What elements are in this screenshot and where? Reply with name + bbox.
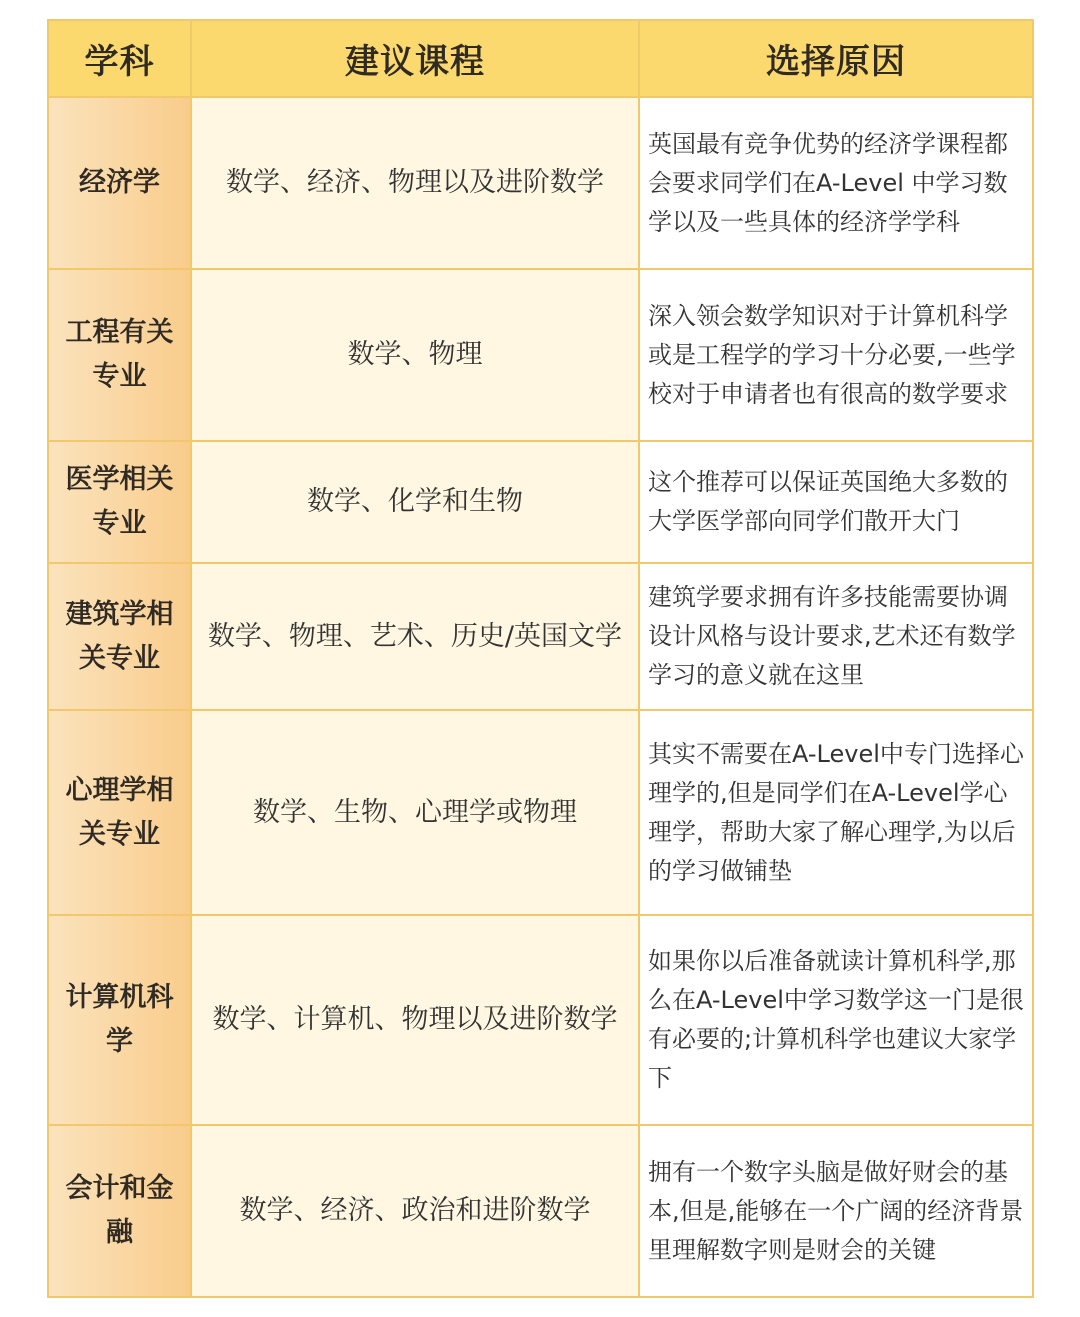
- reason-cell: 如果你以后准备就读计算机科学,那么在A-Level中学习数学这一门是很有必要的;计算机科学也建议大家学下: [639, 915, 1033, 1125]
- table-row: [48, 563, 1033, 710]
- courses-cell: 数学、经济、物理以及进阶数学: [191, 97, 639, 269]
- courses-cell: 数学、计算机、物理以及进阶数学: [191, 915, 639, 1125]
- courses-cell: 数学、物理、艺术、历史/英国文学: [191, 563, 639, 710]
- reason-cell: 英国最有竞争优势的经济学课程都会要求同学们在A-Level 中学习数学以及一些具体的经济学学科: [639, 97, 1033, 269]
- table-row: [48, 710, 1033, 915]
- table-row: [48, 915, 1033, 1125]
- reason-cell: 这个推荐可以保证英国绝大多数的大学医学部向同学们散开大门: [639, 441, 1033, 563]
- header-reason: 选择原因: [639, 20, 1033, 97]
- subject-cell: 医学相关专业: [48, 441, 191, 563]
- courses-cell: 数学、物理: [191, 269, 639, 441]
- subject-cell: 心理学相关专业: [48, 710, 191, 915]
- subject-cell: 计算机科学: [48, 915, 191, 1125]
- courses-cell: 数学、经济、政治和进阶数学: [191, 1125, 639, 1297]
- header-courses: 建议课程: [191, 20, 639, 97]
- table-row: [48, 269, 1033, 441]
- subject-cell: 经济学: [48, 97, 191, 269]
- table-row: [48, 97, 1033, 269]
- table-row: [48, 1125, 1033, 1297]
- reason-cell: 其实不需要在A-Level中专门选择心理学的,但是同学们在A-Level学心理学，帮助大家了解心理学,为以后的学习做铺垫: [639, 710, 1033, 915]
- courses-cell: 数学、生物、心理学或物理: [191, 710, 639, 915]
- reason-cell: 深入领会数学知识对于计算机科学或是工程学的学习十分必要,一些学校对于申请者也有很高的数学要求: [639, 269, 1033, 441]
- table-row: [48, 441, 1033, 563]
- reason-cell: 拥有一个数字头脑是做好财会的基本,但是,能够在一个广阔的经济背景里理解数字则是财会的关键: [639, 1125, 1033, 1297]
- subject-cell: 建筑学相关专业: [48, 563, 191, 710]
- courses-cell: 数学、化学和生物: [191, 441, 639, 563]
- subject-cell: 会计和金融: [48, 1125, 191, 1297]
- course-table: [47, 19, 1034, 1298]
- subject-cell: 工程有关专业: [48, 269, 191, 441]
- header-subject: 学科: [48, 20, 191, 97]
- header-row: [48, 20, 1033, 97]
- reason-cell: 建筑学要求拥有许多技能需要协调设计风格与设计要求,艺术还有数学学习的意义就在这里: [639, 563, 1033, 710]
